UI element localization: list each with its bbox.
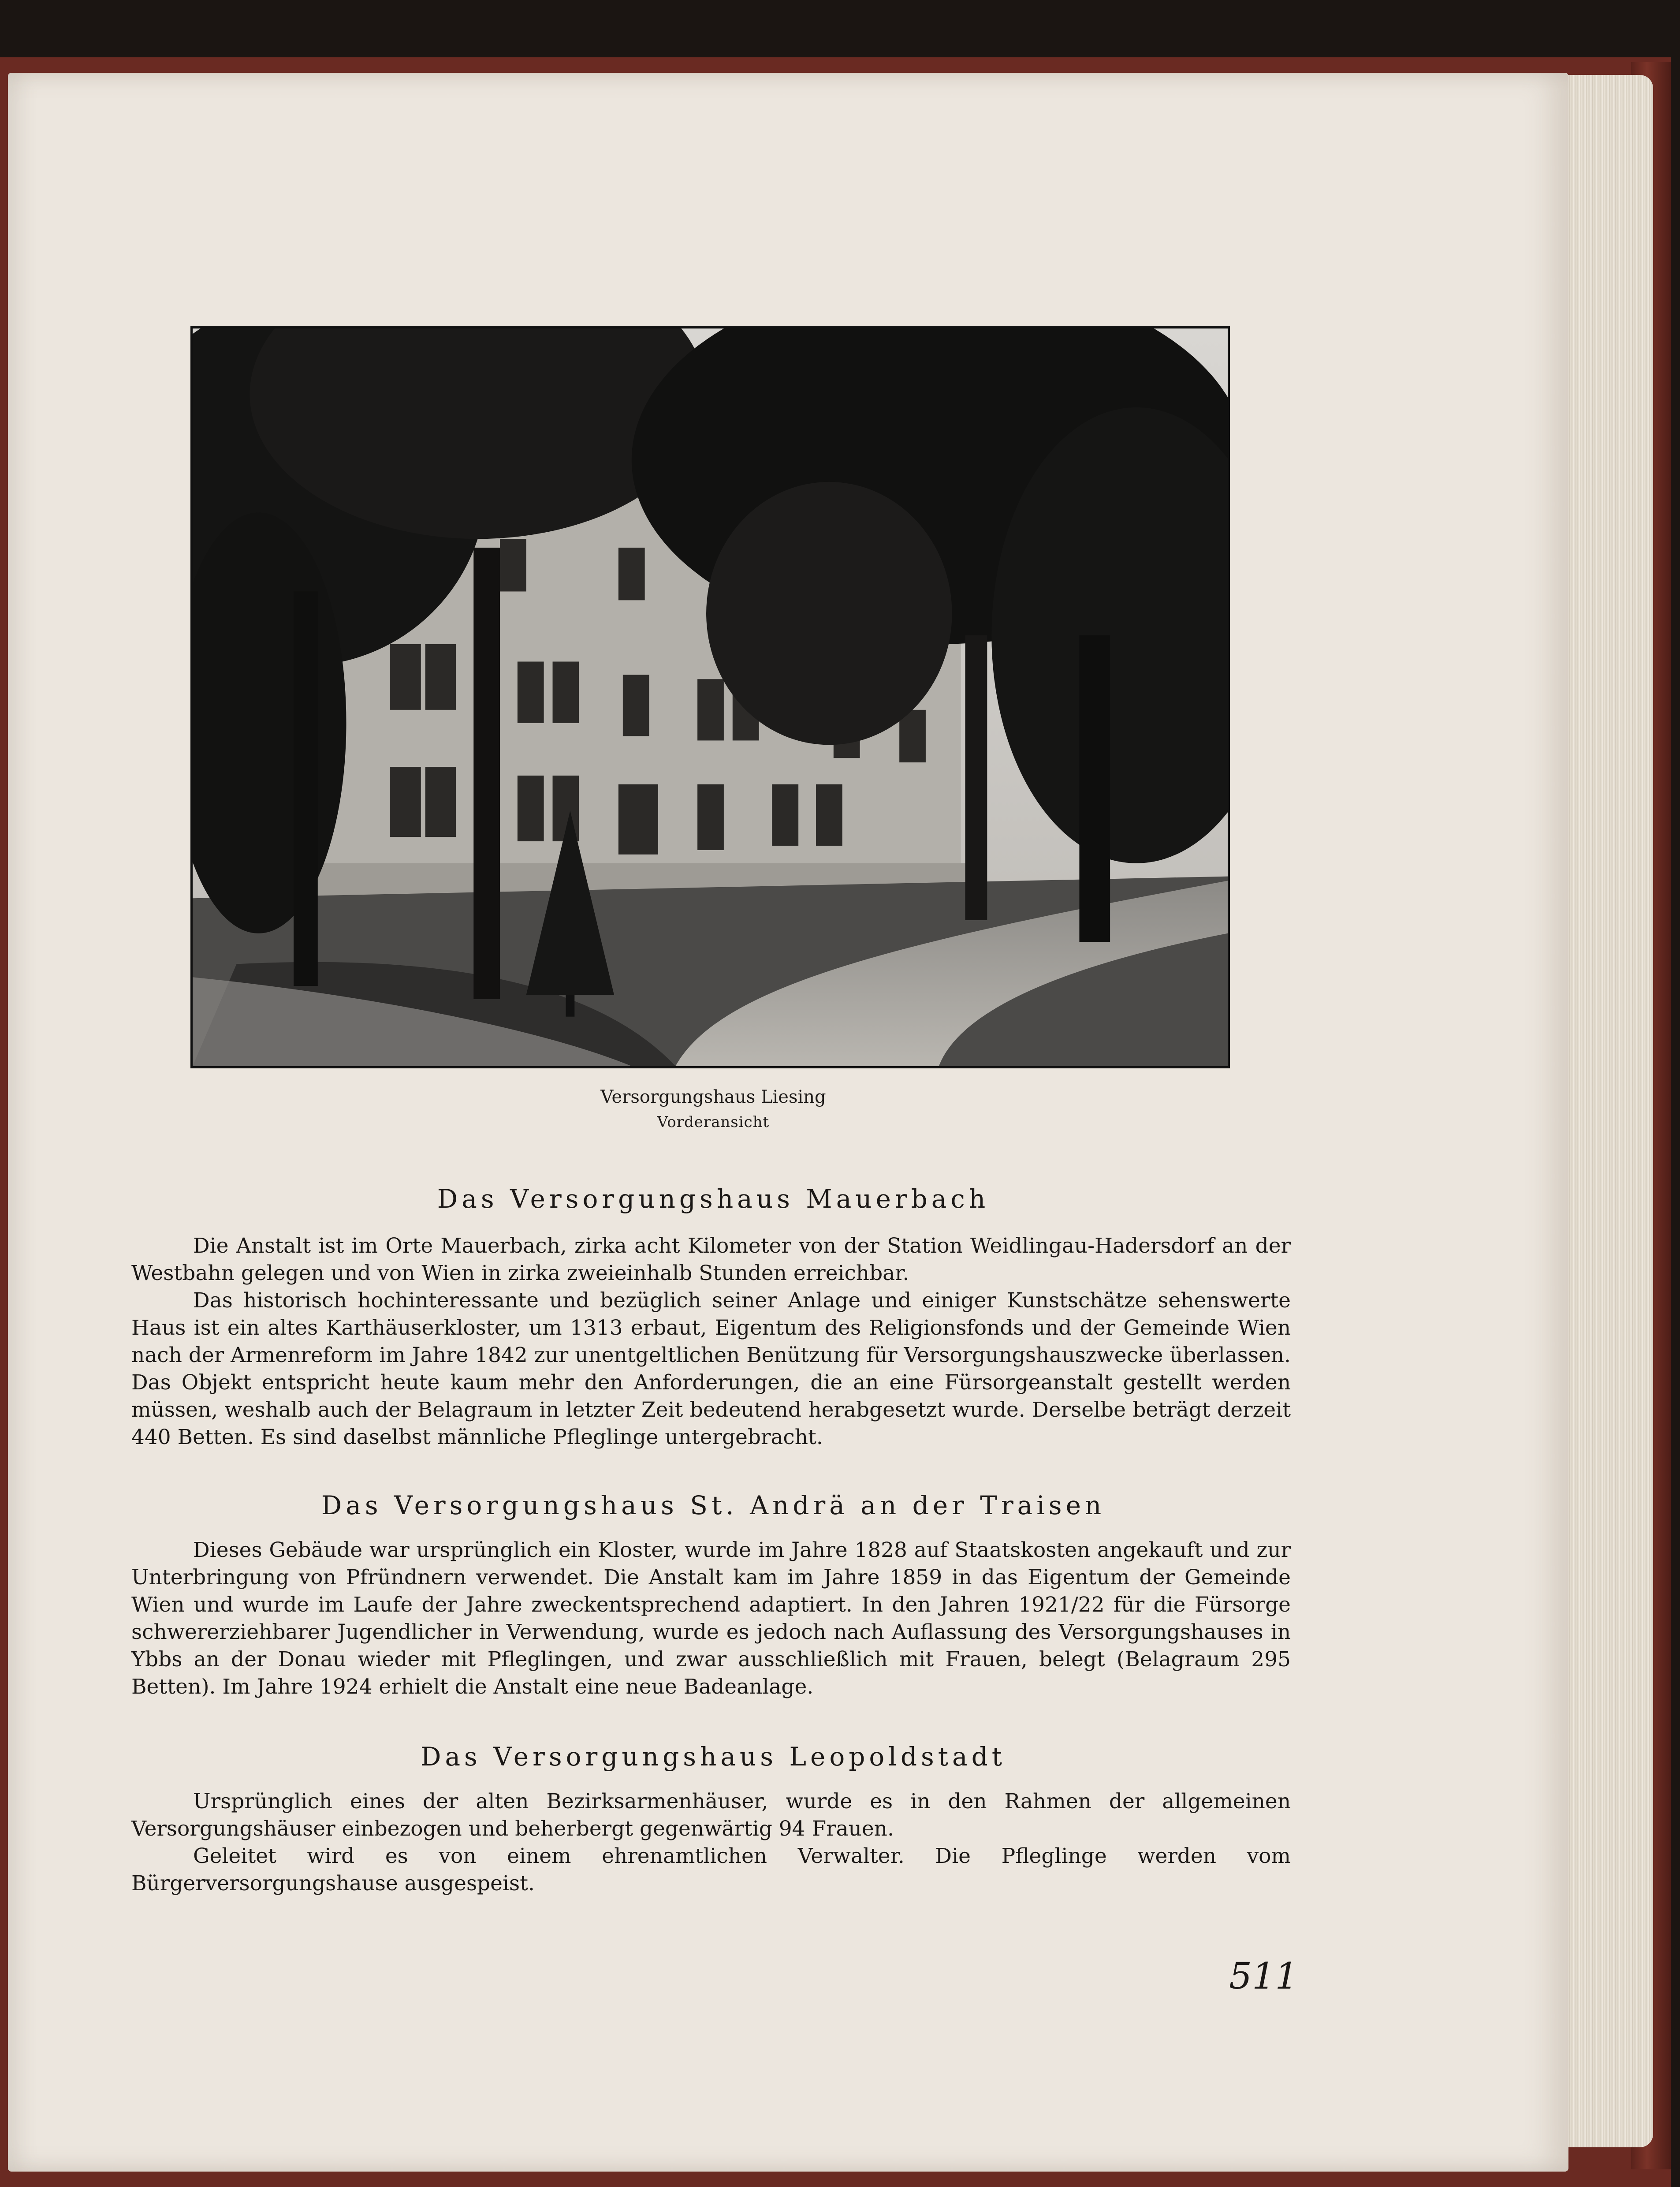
book-page [8,73,1568,2172]
paragraph: Dieses Gebäude war ursprünglich ein Kloster, wurde im Jahre 1828 auf Staatskosten angekauft und zur Unterbringung von Pfründnern verwendet. Die Anstalt kam im Jahre 1859 in das Eigentum der Gemeinde Wien und wurde im Laufe der Jahre zweckentsprechend adaptiert. In den Jahren 1921/22 für die Fürsorge schwererziehbarer Jugendlicher in Verwendung, wurde es jedoch nach Auflassung des Versorgungshauses in Ybbs an der Donau wieder mit Pfleglingen, und zwar ausschließlich mit Frauen, belegt (Belagraum 295 Betten). Im Jahre 1924 erhielt die Anstalt eine neue Badeanlage. [131,1538,1291,1699]
photo-illustration [193,328,1228,1066]
section-body-mauerbach [131,1232,1291,1451]
section-body-st-andrae [131,1537,1291,1701]
section-heading-st-andrae: Das Versorgungshaus St. Andrä an der Traisen [321,1490,1106,1520]
paragraph: Ursprünglich eines der alten Bezirksarmenhäuser, wurde es in den Rahmen der allgemeinen Versorgungshäuser einbezogen und beherbergt gegenwärtig 94 Frauen. [131,1789,1291,1841]
section-heading-mauerbach: Das Versorgungshaus Mauerbach [437,1184,990,1214]
paragraph: Das historisch hochinteressante und bezüglich seiner Anlage und einiger Kunstschätze sehenswerte Haus ist ein altes Karthäuserkloster, um 1313 erbaut, Eigentum des Religionsfonds und der Gemeinde Wien nach der Armenreform im Jahre 1842 zur unentgeltlichen Benützung für Versorgungshauszwecke überlassen. Das Objekt entspricht heute kaum mehr den Anforderungen, die an eine Fürsorgeanstalt gestellt werden müssen, weshalb auch der Belagraum in letzter Zeit bedeutend herabgesetzt wurde. Derselbe beträgt derzeit 440 Betten. Es sind daselbst männliche Pfleglinge untergebracht. [131,1288,1291,1449]
photograph-versorgungshaus-liesing [190,326,1230,1068]
photo-caption-subtitle: Vorderansicht [657,1113,770,1131]
section-heading-leopoldstadt: Das Versorgungshaus Leopoldstadt [420,1742,1006,1772]
paragraph: Geleitet wird es von einem ehrenamtlichen Verwalter. Die Pfleglinge werden vom Bürgerversorgungshause ausgespeist. [131,1844,1291,1896]
paragraph: Die Anstalt ist im Orte Mauerbach, zirka acht Kilometer von der Station Weidlingau-Hadersdorf an der Westbahn gelegen und von Wien in zirka zweieinhalb Stunden erreichbar. [131,1234,1291,1285]
section-body-leopoldstadt [131,1788,1291,1897]
photo-caption-title: Versorgungshaus Liesing [600,1087,826,1107]
page-number: 511 [1229,1956,1298,1997]
